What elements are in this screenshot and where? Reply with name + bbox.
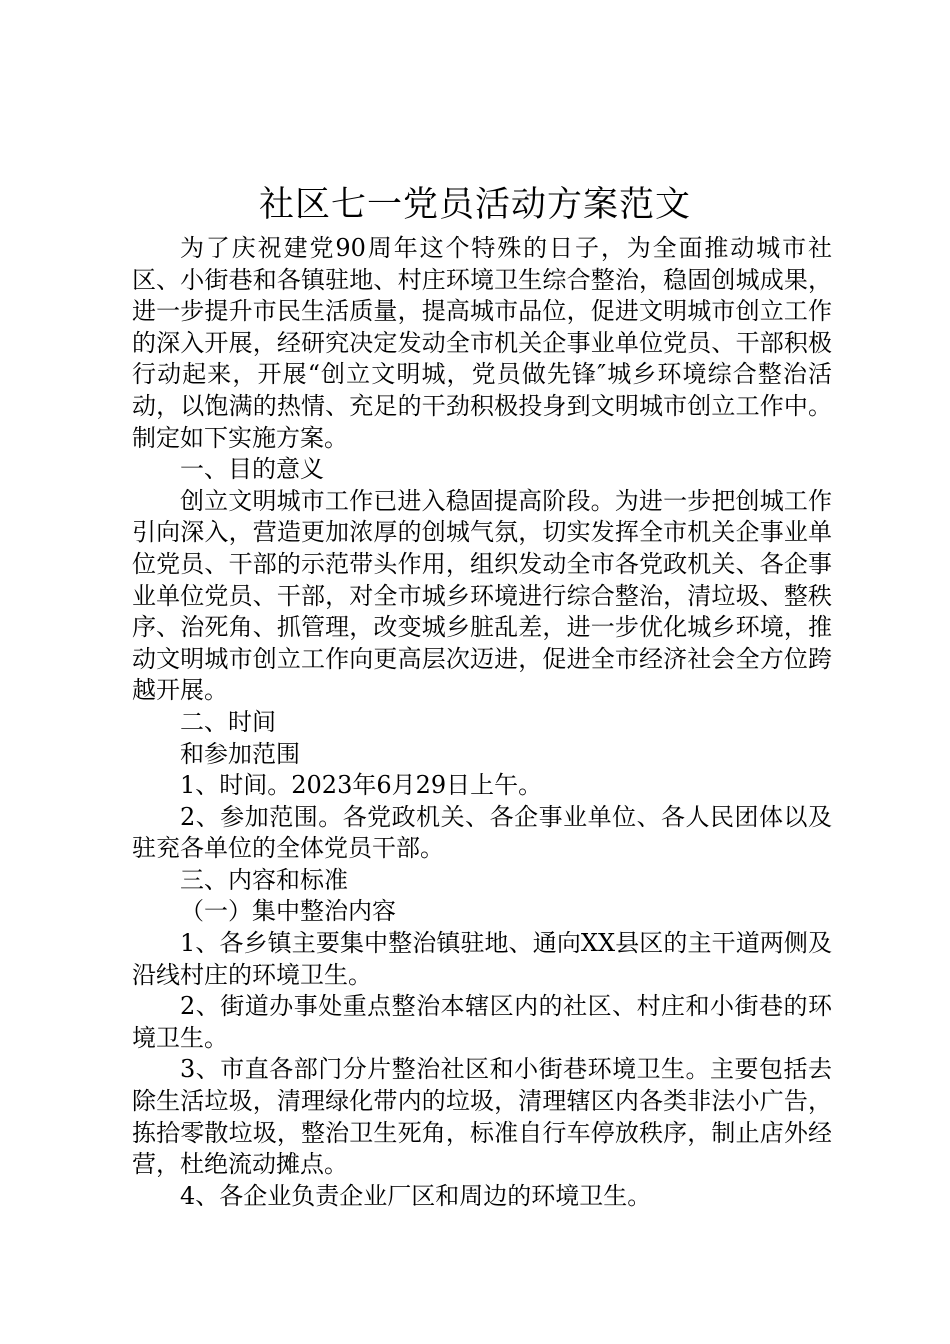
section-heading-purpose: 一、目的意义	[180, 455, 324, 484]
scope-item: 2、参加范围。各党政机关、各企事业单位、各人民团体以及驻兖各单位的全体党员干部。	[132, 802, 832, 863]
content-item-2: 2、街道办事处重点整治本辖区内的社区、村庄和小街巷的环境卫生。	[132, 992, 832, 1052]
content-item-4: 4、各企业负责企业厂区和周边的环境卫生。	[180, 1181, 652, 1210]
section-heading-scope: 和参加范围	[180, 739, 300, 768]
purpose-paragraph: 创立文明城市工作已进入稳固提高阶段。为进一步把创城工作引向深入，营造更加浓厚的创城气氛，切实发挥全市机关企事业单位党员、干部的示范带头作用，组织发动全市各党政机关、各企事业单位党员、干部，对全市城乡环境进行综合整治，清垃圾、整秩序、治死角、抓管理，改变城乡脏乱差，进一步优化城乡环境，推动文明城市创立工作向更高层次迈进，促进全市经济社会全方位跨越开展。	[132, 486, 832, 705]
content-item-3: 3、市直各部门分片整治社区和小街巷环境卫生。主要包括去除生活垃圾，清理绿化带内的垃圾，清理辖区内各类非法小广告，拣拾零散垃圾，整治卫生死角，标准自行车停放秩序，制止店外经营，杜绝流动摊点。	[132, 1055, 832, 1179]
section-heading-time: 二、时间	[180, 707, 276, 736]
document-body	[132, 233, 832, 1212]
section-heading-content: 三、内容和标准	[180, 865, 348, 894]
content-item-1: 1、各乡镇主要集中整治镇驻地、通向XX县区的主干道两侧及沿线村庄的环境卫生。	[132, 929, 832, 989]
subsection-heading-content: （一）集中整治内容	[180, 897, 396, 926]
intro-paragraph: 为了庆祝建党90周年这个特殊的日子，为全面推动城市社区、小街巷和各镇驻地、村庄环境卫生综合整治，稳固创城成果，进一步提升市民生活质量，提高城市品位，促进文明城市创立工作的深入开展，经研究决定发动全市机关企事业单位党员、干部积极行动起来，开展“创立文明城，党员做先锋″城乡环境综合整治活动，以饱满的热情、充足的干劲积极投身到文明城市创立工作中。制定如下实施方案。	[132, 234, 832, 452]
document-title: 社区七一党员活动方案范文	[258, 185, 691, 225]
time-item: 1、时间。2023年6月29日上午。	[180, 771, 543, 800]
